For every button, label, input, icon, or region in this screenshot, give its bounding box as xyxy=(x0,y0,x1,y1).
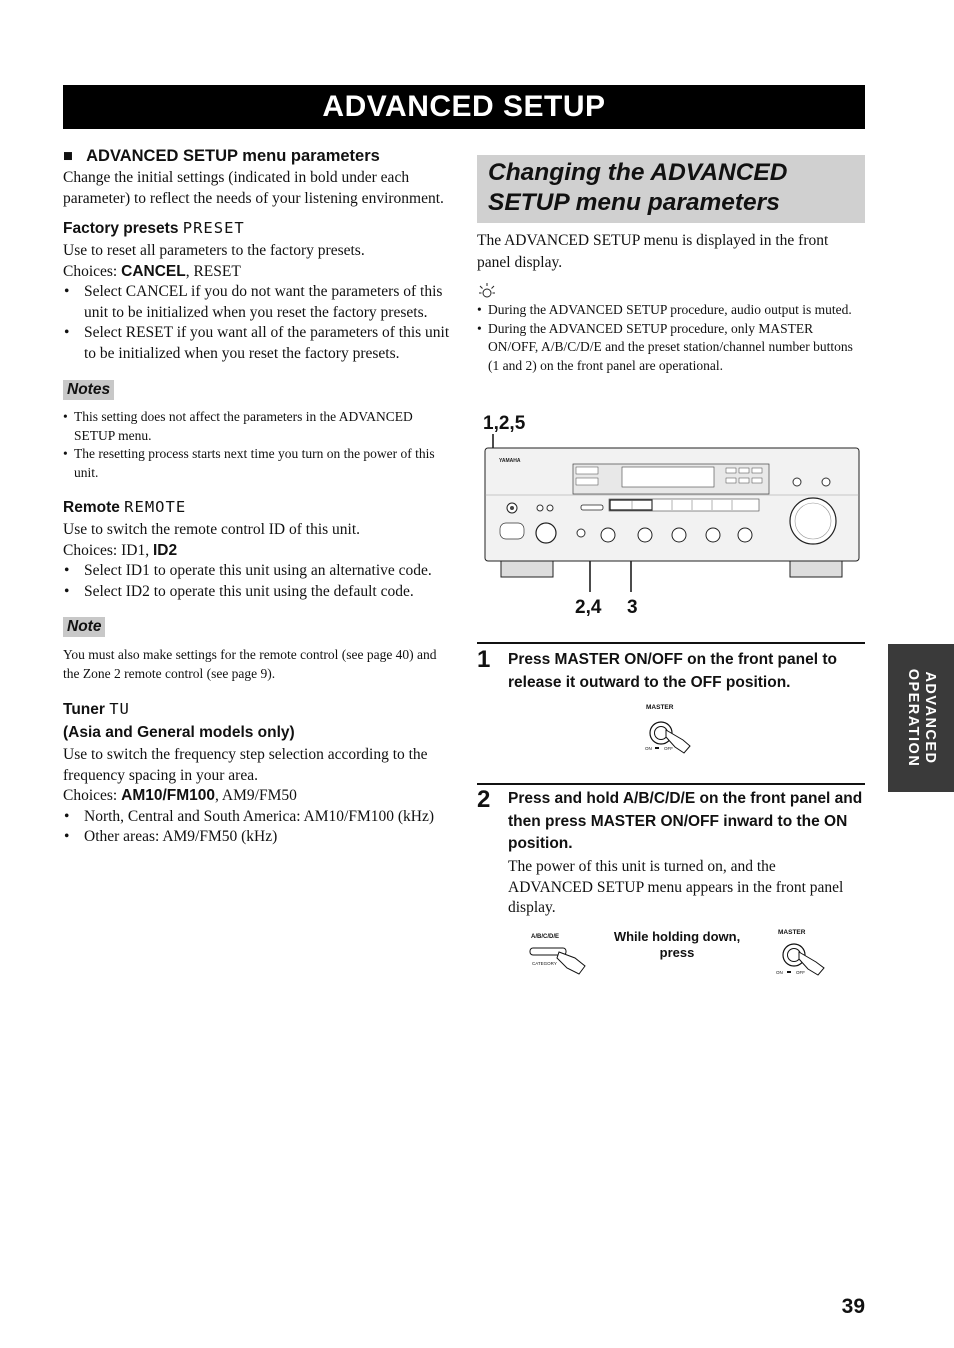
factory-heading-label: Factory presets xyxy=(63,220,179,237)
remote-display: REMOTE xyxy=(124,498,187,516)
tips-list xyxy=(477,301,857,375)
note-item: • This setting does not affect the parameters in the ADVANCED SETUP menu. xyxy=(63,408,455,445)
side-tab-line1: ADVANCED xyxy=(922,671,938,765)
off-label: OFF xyxy=(796,970,805,975)
note-label: Note xyxy=(63,617,105,637)
right-heading: Changing the ADVANCED SETUP menu parameters xyxy=(477,155,865,223)
callout-left: 2,4 xyxy=(575,597,602,618)
choices-prefix: Choices: xyxy=(63,262,122,280)
step2-desc: The power of this unit is turned on, and the ADVANCED SETUP menu appears in the front panel display. xyxy=(508,858,844,916)
callout-right: 3 xyxy=(627,597,638,618)
factory-bullet: • Select CANCEL if you do not want the parameters of this unit to be initialized when you reset the factory presets. xyxy=(63,282,455,323)
side-tab[interactable] xyxy=(888,644,954,792)
off-label: OFF xyxy=(664,746,673,751)
tuner-subheading: (Asia and General models only) xyxy=(63,724,295,741)
factory-bullet: • Select RESET if you want all of the parameters of this unit to be initialized when you reset the factory presets. xyxy=(63,323,455,364)
remote-bullet: • Select ID2 to operate this unit using the default code. xyxy=(63,582,455,603)
side-tab-line2: OPERATION xyxy=(905,668,921,768)
step2-number: 2 xyxy=(477,786,491,813)
left-column xyxy=(63,147,455,848)
tuner-heading xyxy=(63,698,455,721)
category-label: CATEGORY xyxy=(532,961,557,966)
abcde-button-graphic xyxy=(527,928,591,976)
tuner-heading-label: Tuner xyxy=(63,701,105,718)
master-button-graphic-1 xyxy=(640,700,700,758)
step2-rule xyxy=(477,783,865,785)
step1-rule xyxy=(477,642,865,644)
abcde-label: A/B/C/D/E xyxy=(531,934,560,940)
callout-top: 1,2,5 xyxy=(483,413,526,434)
choices-rest: , RESET xyxy=(185,262,241,280)
holding-text: While holding down, press xyxy=(613,929,741,960)
remote-heading-label: Remote xyxy=(63,499,120,516)
intro-text: Change the initial settings (indicated in bold under each parameter) to reflect the needs of your listening environment. xyxy=(63,169,444,207)
tuner-bullet: • Other areas: AM9/FM50 (kHz) xyxy=(63,827,455,848)
lightbulb-icon xyxy=(478,282,496,300)
remote-desc: Use to switch the remote control ID of this unit. xyxy=(63,521,361,538)
choices-prefix: Choices: ID1, xyxy=(63,541,153,559)
right-intro: The ADVANCED SETUP menu is displayed in the front panel display. xyxy=(477,232,829,271)
factory-heading xyxy=(63,218,455,239)
remote-bullet: • Select ID1 to operate this unit using an alternative code. xyxy=(63,561,455,582)
remote-heading xyxy=(63,497,455,518)
tip-item: • During the ADVANCED SETUP procedure, audio output is muted. xyxy=(477,301,857,320)
step1-text: Press MASTER ON/OFF on the front panel to release it outward to the OFF position. xyxy=(508,651,837,691)
step2-text: Press and hold A/B/C/D/E on the front panel and then press MASTER ON/OFF inward to the ON position. xyxy=(508,790,863,852)
tuner-display: TU xyxy=(109,700,130,718)
choices-prefix: Choices: xyxy=(63,787,122,804)
tip-item: • During the ADVANCED SETUP procedure, only MASTER ON/OFF, A/B/C/D/E and the preset station/channel number buttons (1 and 2) on the front panel are operational. xyxy=(477,320,857,376)
factory-display: PRESET xyxy=(182,219,245,237)
tuner-bullet: • North, Central and South America: AM10/FM100 (kHz) xyxy=(63,807,455,828)
factory-default-choice: CANCEL xyxy=(121,262,186,280)
factory-desc: Use to reset all parameters to the factory presets. xyxy=(63,242,365,259)
factory-choices xyxy=(63,262,455,283)
choices-rest: , AM9/FM50 xyxy=(215,787,297,804)
section-heading xyxy=(63,147,455,166)
master-button-graphic-2 xyxy=(772,922,834,980)
page-number: 39 xyxy=(841,1295,865,1318)
remote-choices xyxy=(63,541,455,562)
receiver-diagram xyxy=(477,405,865,620)
remote-default-choice: ID2 xyxy=(152,541,178,559)
section-title: ADVANCED SETUP menu parameters xyxy=(86,147,380,165)
step1-number: 1 xyxy=(477,646,491,673)
tuner-choices xyxy=(63,786,455,807)
section-marker: ■ xyxy=(63,147,73,165)
tuner-desc: Use to switch the frequency step selection according to the frequency spacing in your area. xyxy=(63,746,428,784)
brand-label: YAMAHA xyxy=(499,458,521,464)
remote-note: You must also make settings for the remote control (see page 40) and the Zone 2 remote control (see page 9). xyxy=(63,647,437,681)
on-label: ON xyxy=(645,746,652,751)
notes-label: Notes xyxy=(63,380,114,400)
tuner-default-choice: AM10/FM100 xyxy=(121,787,216,804)
page-title: ADVANCED SETUP xyxy=(63,85,865,129)
master-label: MASTER xyxy=(778,929,806,936)
note-item: • The resetting process starts next time you turn on the power of this unit. xyxy=(63,445,455,482)
on-label: ON xyxy=(776,970,783,975)
master-label: MASTER xyxy=(646,704,674,711)
